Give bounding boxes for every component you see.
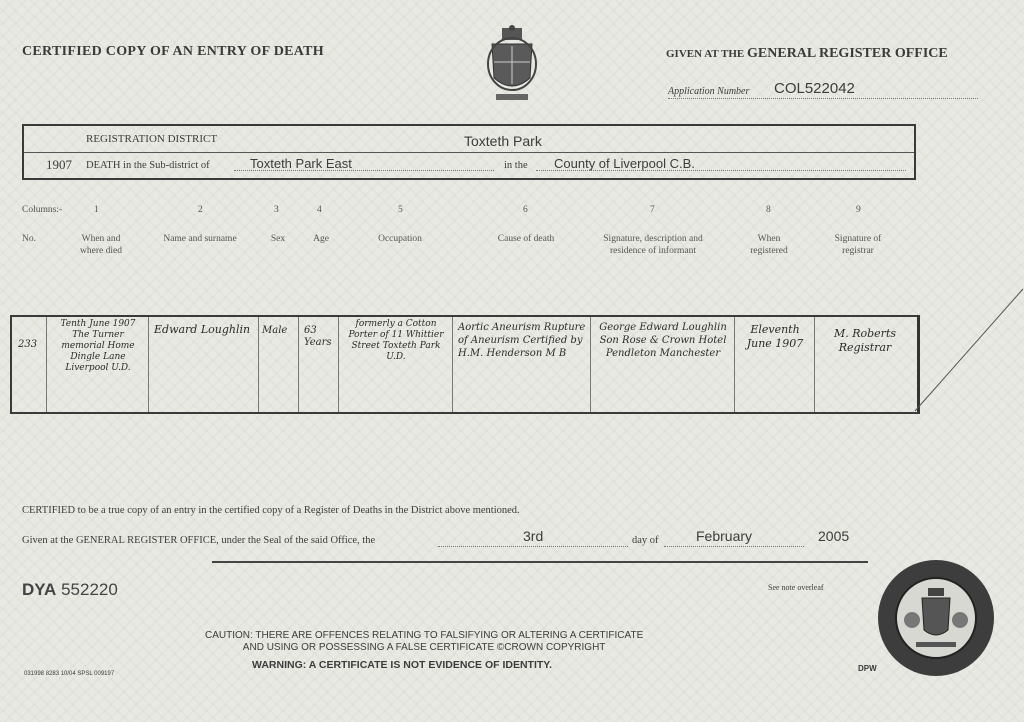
certified-statement: CERTIFIED to be a true copy of an entry in the certified copy of a Register of Deaths in the District above mentioned.: [22, 505, 520, 516]
separator-line: [212, 561, 868, 563]
entry-sex: Male: [262, 325, 288, 336]
sub-district-label: DEATH in the Sub-district of: [86, 160, 210, 171]
royal-crest-icon: [484, 24, 540, 113]
column-header: When and where died: [80, 234, 122, 256]
registration-year: 1907: [46, 157, 72, 172]
column-number: 6: [523, 205, 528, 215]
application-dotted-line: [668, 98, 978, 99]
issue-day: 3rd: [523, 528, 544, 544]
registration-district-value: Toxteth Park: [464, 133, 542, 149]
column-number: 9: [856, 205, 861, 215]
application-number: COL522042: [774, 80, 855, 97]
county-value: County of Liverpool C.B.: [554, 156, 695, 171]
column-number: 5: [398, 205, 403, 215]
column-header: Sex: [270, 234, 286, 244]
issue-month: February: [696, 528, 753, 544]
column-header: Signature, description and residence of informant: [603, 234, 703, 256]
column-header: Occupation: [378, 234, 422, 244]
column-number: 4: [317, 205, 322, 215]
day-dotted-line: [438, 546, 628, 547]
general-register-office-seal-icon: [876, 558, 996, 683]
month-dotted-line: [664, 546, 804, 547]
column-number: 8: [766, 205, 771, 215]
given-statement: Given at the GENERAL REGISTER OFFICE, under the Seal of the said Office, the: [22, 535, 376, 546]
entry-informant: George Edward Loughlin Son Rose & Crown Hotel Pendleton Manchester: [599, 322, 727, 359]
see-note-overleaf: See note overleaf: [768, 583, 824, 592]
application-number-label: Application Number: [668, 86, 750, 97]
warning-text: WARNING: A CERTIFICATE IS NOT EVIDENCE OF IDENTITY.: [252, 659, 553, 671]
entry-age: 63 Years: [304, 325, 332, 348]
issue-year: 2005: [818, 528, 850, 544]
columns-label: Columns:-: [22, 205, 63, 215]
entry-cause-of-death: Aortic Aneurism Rupture of Aneurism Certified by H.M. Henderson M B: [458, 322, 586, 359]
column-header: Cause of death: [497, 234, 555, 244]
entry-occupation: formerly a Cotton Porter of 11 Whittier Street Toxteth Park U.D.: [348, 319, 444, 362]
entry-number: 233: [18, 339, 38, 350]
column-header: When registered: [750, 234, 788, 256]
entry-table: [10, 315, 920, 414]
dpw-mark: DPW: [858, 664, 877, 673]
certificate-title: CERTIFIED COPY OF AN ENTRY OF DEATH: [22, 44, 324, 59]
form-code: 031998 8283 10/04 SPSL 009197: [24, 671, 115, 677]
given-at-label: GIVEN AT THE GENERAL REGISTER OFFICE: [666, 46, 948, 61]
day-of-label: day of: [632, 535, 659, 546]
column-number: 1: [94, 205, 99, 215]
entry-when-where: Tenth June 1907 The Turner memorial Home Dingle Lane Liverpool U.D.: [60, 319, 136, 373]
column-header: Signature of registrar: [834, 234, 882, 256]
entry-when-registered: Eleventh June 1907: [746, 323, 804, 350]
column-header-no: No.: [22, 234, 36, 244]
sub-district-value: Toxteth Park East: [250, 156, 352, 171]
entry-registrar: M. Roberts Registrar: [833, 327, 897, 354]
serial-number: DYA 552220: [22, 580, 118, 599]
column-number: 2: [198, 205, 203, 215]
cancel-stroke: [913, 285, 1024, 415]
entry-name: Edward Loughlin: [154, 323, 251, 336]
column-number: 7: [650, 205, 655, 215]
column-header: Age: [313, 234, 329, 244]
registration-district-label: REGISTRATION DISTRICT: [86, 133, 218, 145]
caution-text: CAUTION: THERE ARE OFFENCES RELATING TO FALSIFYING OR ALTERING A CERTIFICATE AND USING OR POSSESSING A FALSE CERTIFICATE ©CROWN COPYRIGHT: [205, 630, 644, 653]
registration-box: [22, 124, 916, 180]
in-the-label: in the: [504, 160, 528, 171]
column-number: 3: [274, 205, 279, 215]
column-header: Name and surname: [163, 234, 237, 244]
